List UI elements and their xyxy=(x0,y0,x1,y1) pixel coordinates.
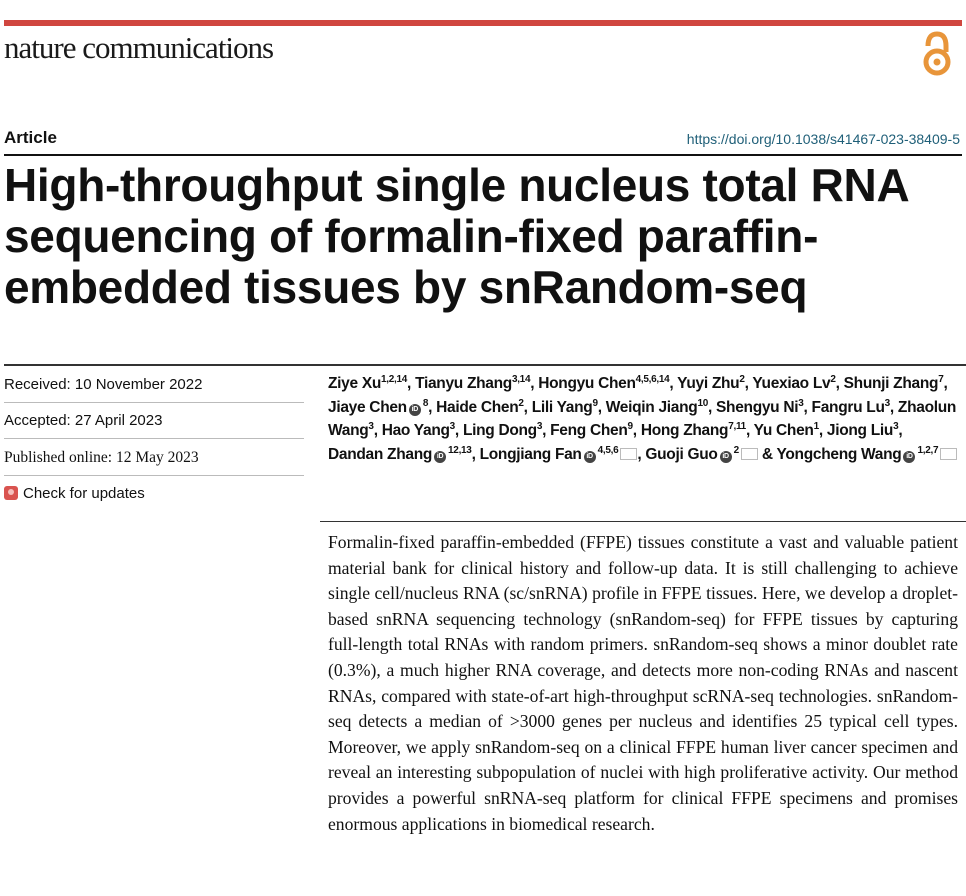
author[interactable] xyxy=(606,399,708,416)
author[interactable] xyxy=(480,446,638,463)
author-name: Weiqin Jiang xyxy=(605,398,698,416)
affiliation-numbers: 2 xyxy=(830,373,836,385)
author[interactable] xyxy=(716,399,804,416)
author[interactable] xyxy=(641,422,746,439)
journal-name: nature communications xyxy=(4,30,274,65)
email-icon[interactable] xyxy=(620,448,637,460)
orcid-icon[interactable]: iD xyxy=(584,451,596,463)
doi-link[interactable]: https://doi.org/10.1038/s41467-023-38409-5 xyxy=(686,131,960,147)
author-name: Haide Chen xyxy=(436,398,519,416)
author-name: Hongyu Chen xyxy=(538,375,636,392)
affiliation-numbers: 3 xyxy=(449,420,455,432)
published-date: Published online: 12 May 2023 xyxy=(4,449,199,466)
author-name: Jiong Liu xyxy=(826,422,894,439)
author-name: Tianyu Zhang xyxy=(415,375,512,392)
affiliation-numbers: 3 xyxy=(884,397,890,409)
affiliation-numbers: 10 xyxy=(697,397,708,409)
author[interactable] xyxy=(844,375,944,392)
author[interactable] xyxy=(538,375,669,392)
affiliation-numbers: 3 xyxy=(536,420,543,432)
author-name: Fangru Lu xyxy=(811,398,885,416)
author-name: Yuyi Zhu xyxy=(677,375,740,392)
orcid-icon[interactable]: iD xyxy=(903,451,915,463)
journal-accent-bar xyxy=(4,20,962,26)
abstract: Formalin-fixed paraffin-embedded (FFPE) tissues constitute a vast and valuable patient material bank for clinical history and follow-up data. It is still challenging to achieve single cell/nucleus RNA (sc/snRNA) profile in FFPE tissues. Here, we develop a droplet-based snRNA sequencing technology (snRandom-seq) for FFPE tissues by capturing full-length total RNAs with random primers. snRandom-seq shows a minor doublet rate (0.3%), a much higher RNA coverage, and detects more non-coding RNAs and nascent RNAs, compared with state-of-art high-throughput scRNA-seq technologies. snRandom-seq detects a median of >3000 genes per nucleus and identifies 25 typical cell types. Moreover, we apply snRandom-seq on a clinical FFPE human liver cancer specimen and reveal an interesting subpopulation of nuclei with high proliferative activity. Our method provides a powerful snRNA-seq platform for clinical FFPE specimens and promises enormous applications in biomedical research. xyxy=(328,532,958,834)
author-name: Shengyu Ni xyxy=(716,398,799,416)
email-icon[interactable] xyxy=(741,448,758,460)
received-date: Received: 10 November 2022 xyxy=(4,376,203,393)
affiliation-numbers: 1 xyxy=(813,420,819,432)
affiliation-numbers: 1,2,14 xyxy=(381,373,408,385)
divider xyxy=(4,438,304,439)
author-name: Dandan Zhang xyxy=(328,445,433,463)
affiliation-numbers: 2 xyxy=(739,373,745,385)
author[interactable] xyxy=(328,446,472,463)
affiliation-numbers: 8 xyxy=(422,397,429,409)
affiliation-numbers: 9 xyxy=(627,420,633,432)
affiliation-numbers: 3,14 xyxy=(511,373,531,385)
author[interactable] xyxy=(463,422,542,439)
divider xyxy=(4,402,304,403)
author-name: Ziye Xu xyxy=(328,375,382,392)
affiliation-numbers: 3 xyxy=(368,420,374,432)
affiliation-numbers: 4,5,6 xyxy=(597,444,619,456)
author-name: Yuexiao Lv xyxy=(752,375,831,392)
author[interactable] xyxy=(550,422,633,439)
affiliation-numbers: 3 xyxy=(893,420,899,432)
check-for-updates-link[interactable] xyxy=(4,485,304,502)
affiliation-numbers: 7 xyxy=(938,373,944,385)
author[interactable] xyxy=(827,422,898,439)
author-name: Zhaolun Wang xyxy=(328,398,957,439)
author[interactable] xyxy=(328,399,428,416)
author-name: Hong Zhang xyxy=(640,422,729,439)
affiliation-numbers: 3 xyxy=(798,397,804,409)
author-name: Longjiang Fan xyxy=(479,445,582,463)
author-name: Guoji Guo xyxy=(645,445,718,463)
email-icon[interactable] xyxy=(940,448,957,460)
author-name: Feng Chen xyxy=(550,422,628,439)
author[interactable] xyxy=(645,446,757,463)
affiliation-numbers: 4,5,6,14 xyxy=(635,373,670,385)
article-title: High-throughput single nucleus total RNA sequencing of formalin-fixed paraffin-embedded tissues by snRandom-seq xyxy=(4,159,908,313)
affiliation-numbers: 2 xyxy=(518,397,524,409)
author[interactable] xyxy=(752,375,835,392)
author-name: Ling Dong xyxy=(462,422,537,439)
author[interactable] xyxy=(532,399,598,416)
orcid-icon[interactable]: iD xyxy=(409,404,421,416)
author[interactable] xyxy=(812,399,890,416)
affiliation-numbers: 12,13 xyxy=(448,444,472,456)
author[interactable] xyxy=(436,399,524,416)
affiliation-numbers: 7,11 xyxy=(728,420,746,432)
author-name: Yu Chen xyxy=(753,422,814,439)
author-name: Lili Yang xyxy=(531,398,593,416)
orcid-icon[interactable]: iD xyxy=(434,451,446,463)
affiliation-numbers: 9 xyxy=(592,397,598,409)
author[interactable] xyxy=(382,422,455,439)
author[interactable] xyxy=(328,375,407,392)
author-name: Jiaye Chen xyxy=(328,398,407,416)
author-name: Yongcheng Wang xyxy=(776,445,902,463)
divider xyxy=(320,521,966,522)
check-updates-icon xyxy=(4,486,18,500)
article-type: Article xyxy=(4,128,57,147)
orcid-icon[interactable]: iD xyxy=(720,451,732,463)
divider xyxy=(4,154,962,156)
author[interactable] xyxy=(677,375,744,392)
author[interactable] xyxy=(754,422,819,439)
affiliation-numbers: 1,2,7 xyxy=(917,444,939,456)
divider xyxy=(4,475,304,476)
check-updates-label: Check for updates xyxy=(23,485,145,502)
open-access-icon xyxy=(920,30,954,78)
affiliation-numbers: 2 xyxy=(733,444,739,456)
divider xyxy=(4,364,966,366)
author-name: Shunji Zhang xyxy=(843,375,939,392)
author[interactable] xyxy=(777,446,958,463)
author-name: Hao Yang xyxy=(381,422,450,439)
author[interactable] xyxy=(415,375,530,392)
author-list: Ziye Xu$^{1,2,14}$, Tianyu Zhang$^{3,14}$, Hongyu Chen$^{4,5,6,14}$, Yuyi Zhu$^2$, Yuexiao Lv$^2$, Shunji Zhang$^7$, Jiaye Chen $iD^8$, Haide Chen$^2$, Lili Yang$^9$, Weiqin Jiang$^{10}$, Shengyu Ni$^3$, Fangru Lu$^3$, Zhaolun Wang$^3$, Hao Yang$^3$, Ling Dong$^3$, Feng Chen$^9$, Hong Zhang$^{7,11}$, Yu Chen$^1$, Jiong Liu$^3$, Dandan Zhang iD$^{12,13}$, Longjiang Fan iD$^{4,5,6}$ , Guoji Guo $iD^2$ & Yongcheng Wang iD$^{1,2,7}$ xyxy=(328,373,957,463)
accepted-date: Accepted: 27 April 2023 xyxy=(4,412,163,429)
